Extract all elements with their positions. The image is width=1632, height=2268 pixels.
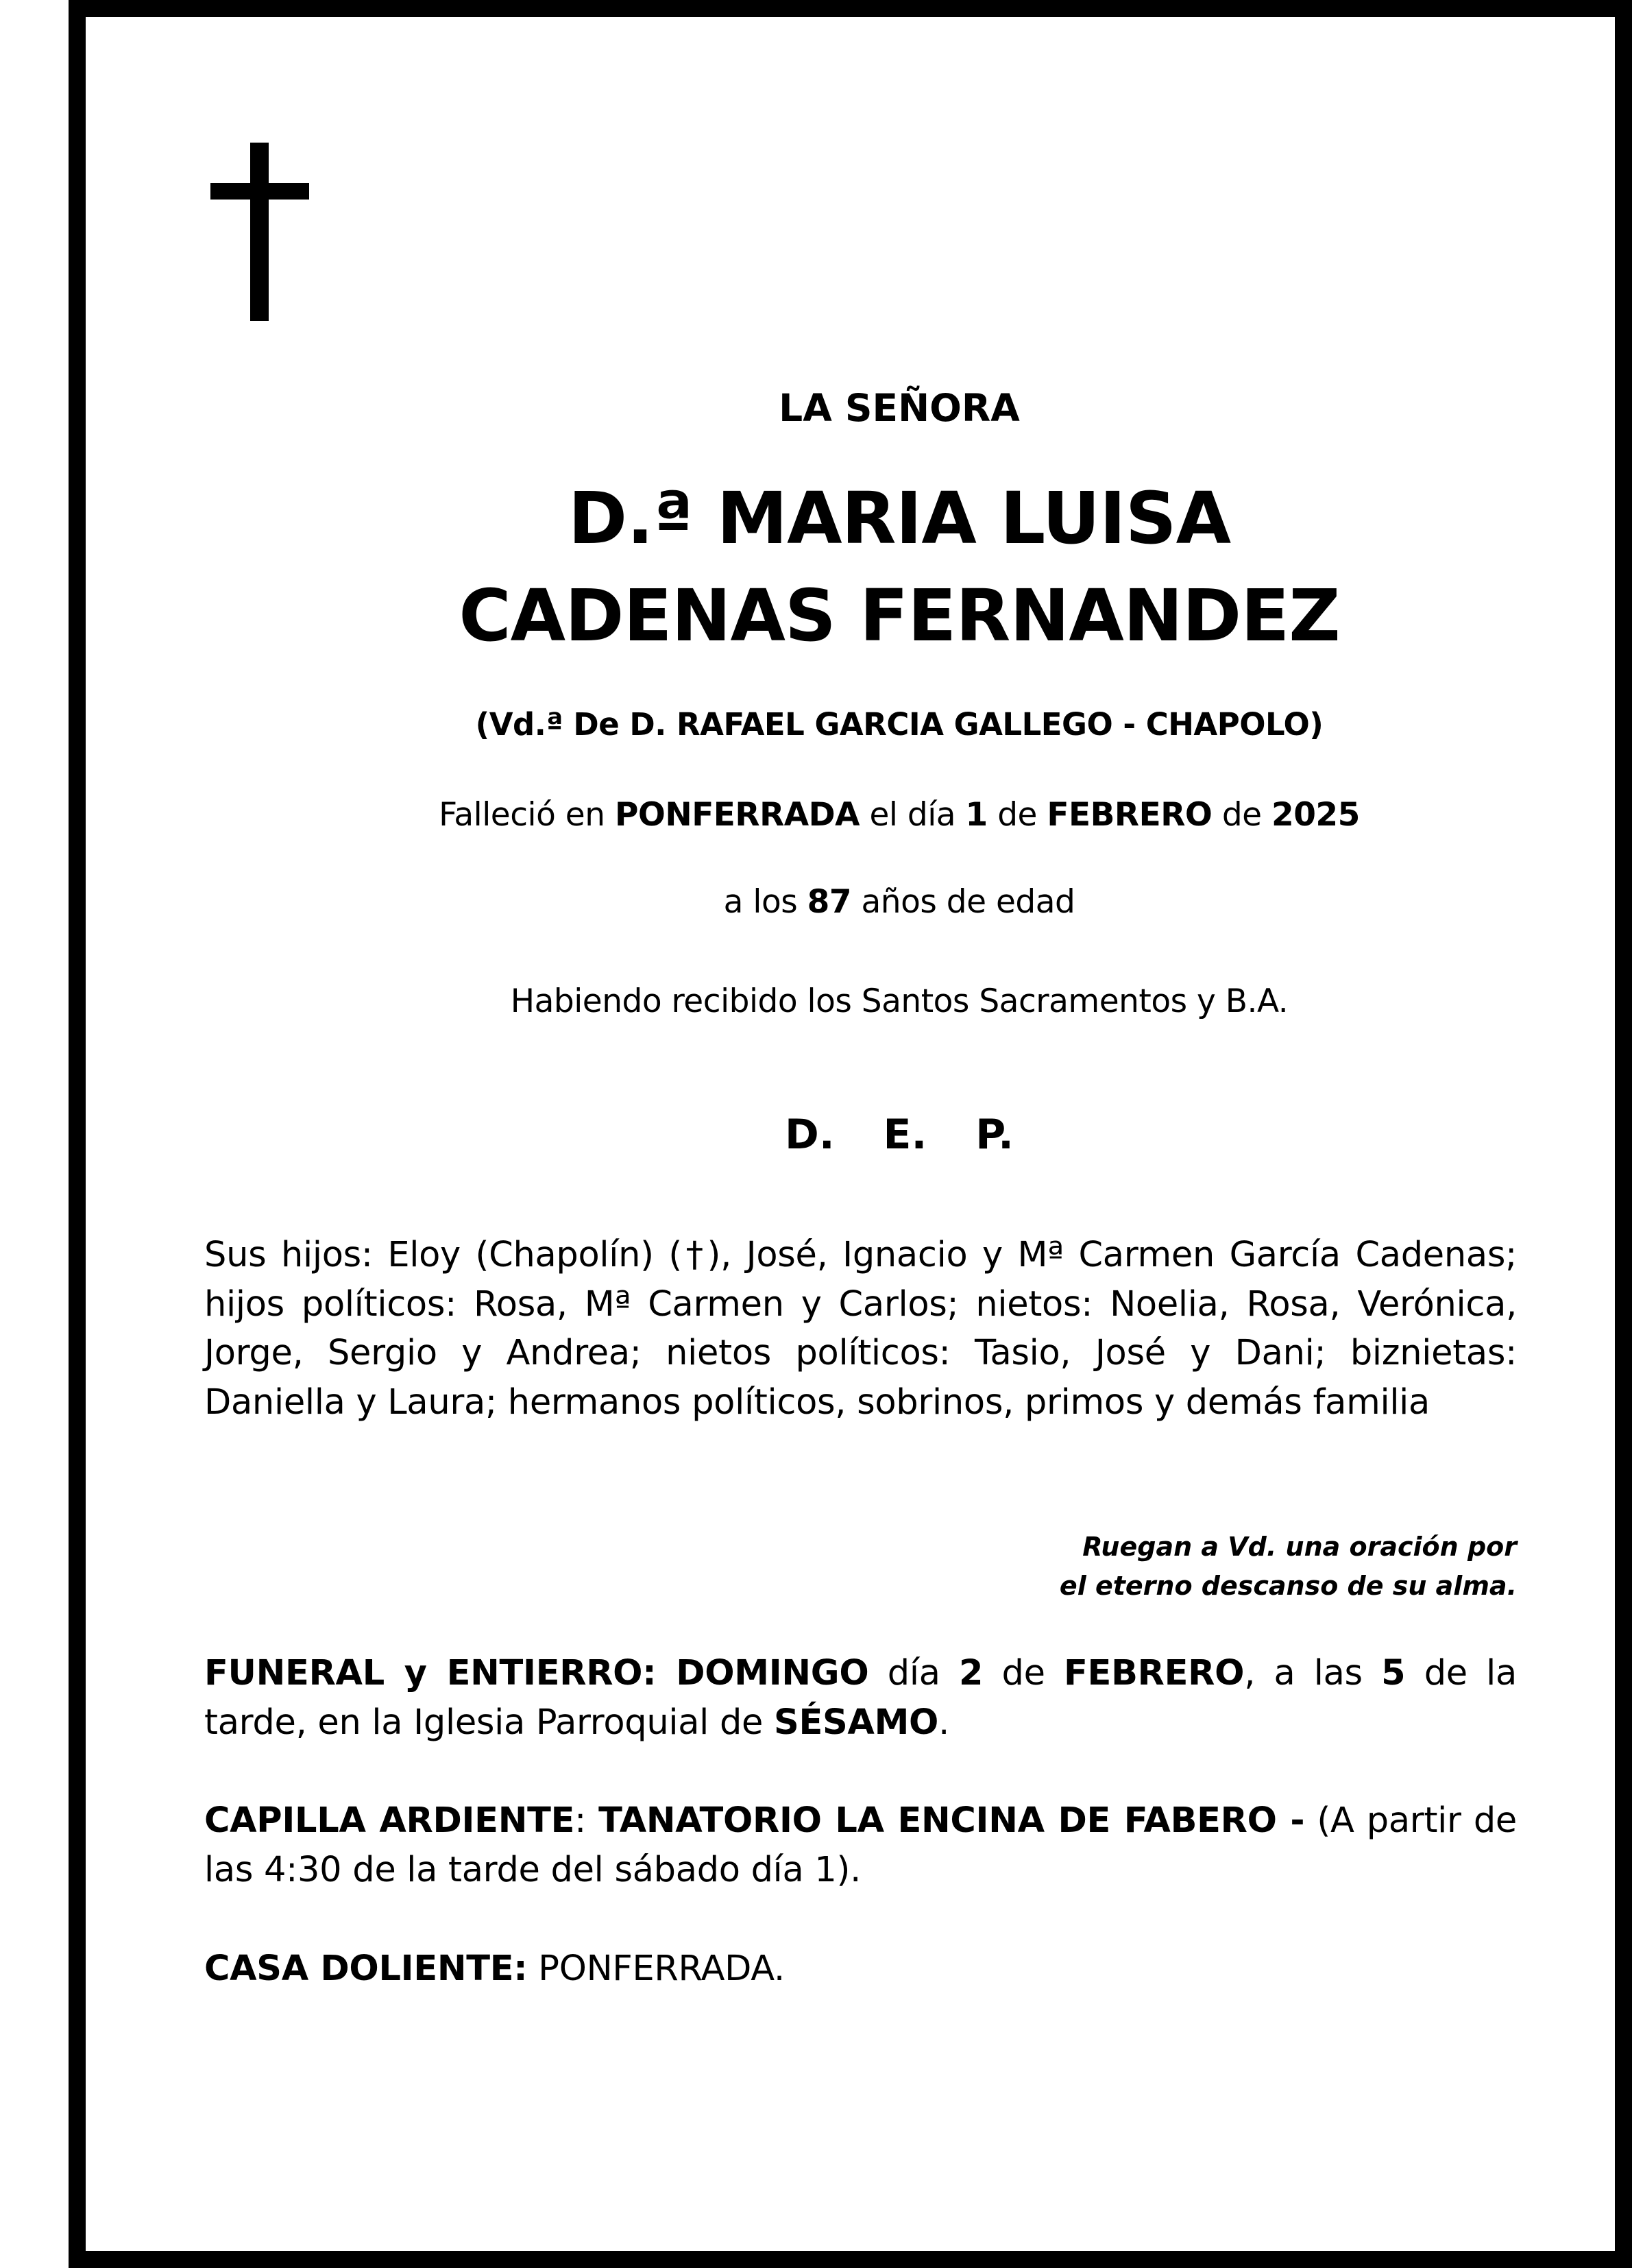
prayer-request bbox=[1060, 1528, 1517, 1606]
wake-info: CAPILLA ARDIENTE: TANATORIO LA ENCINA DE FABERO - (A partir de las 4:30 de la tarde del sábado día 1). bbox=[204, 1800, 1518, 1890]
widow-of: (Vd.ª De D. RAFAEL GARCIA GALLEGO - CHAPOLO) bbox=[475, 706, 1324, 743]
funeral-info: FUNERAL y ENTIERRO: DOMINGO día 2 de FEBRERO, a las 5 de la tarde, en la Iglesia Parroquial de SÉSAMO. bbox=[204, 1653, 1518, 1743]
family-home-info: CASA DOLIENTE: PONFERRADA. bbox=[204, 1949, 785, 1989]
family-paragraph: Sus hijos: Eloy (Chapolín) (†), José, Ignacio y Mª Carmen García Cadenas; hijos políticos: Rosa, Mª Carmen y Carlos; nietos: Noelia, Rosa, Verónica, Jorge, Sergio y Andrea; nietos políticos: Tasio, José y Dani; biznietas: Daniella y Laura; hermanos políticos, sobrinos, primos y demás familia bbox=[204, 1235, 1517, 1423]
church-name: SÉSAMO bbox=[774, 1702, 939, 1743]
family-home-label: CASA DOLIENTE: bbox=[204, 1949, 528, 1989]
prayer-line-2: el eterno descanso de su alma. bbox=[1059, 1571, 1517, 1601]
death-month: FEBRERO bbox=[1047, 796, 1213, 834]
death-day: 1 bbox=[965, 796, 988, 834]
wake-label: CAPILLA ARDIENTE bbox=[204, 1800, 575, 1841]
dep-abbreviation: D. E. P. bbox=[785, 1111, 1014, 1159]
funeral-label: FUNERAL y ENTIERRO: DOMINGO bbox=[204, 1653, 869, 1693]
age-years: 87 bbox=[807, 883, 852, 921]
sacraments-statement: Habiendo recibido los Santos Sacramentos y B.A. bbox=[510, 982, 1289, 1020]
deceased-name-line-1: D.ª MARIA LUISA bbox=[568, 476, 1231, 560]
death-place: PONFERRADA bbox=[614, 796, 860, 834]
prayer-line-1: Ruegan a Vd. una oración por bbox=[1082, 1532, 1517, 1562]
death-year: 2025 bbox=[1271, 796, 1360, 834]
wake-place: TANATORIO LA ENCINA DE FABERO - bbox=[598, 1800, 1305, 1841]
death-statement: Falleció en PONFERRADA el día 1 de FEBRERO de 2025 bbox=[439, 796, 1360, 834]
deceased-name-line-2: CADENAS FERNANDEZ bbox=[459, 574, 1340, 658]
age-statement: a los 87 años de edad bbox=[723, 883, 1075, 921]
honorific: LA SEÑORA bbox=[779, 386, 1020, 430]
